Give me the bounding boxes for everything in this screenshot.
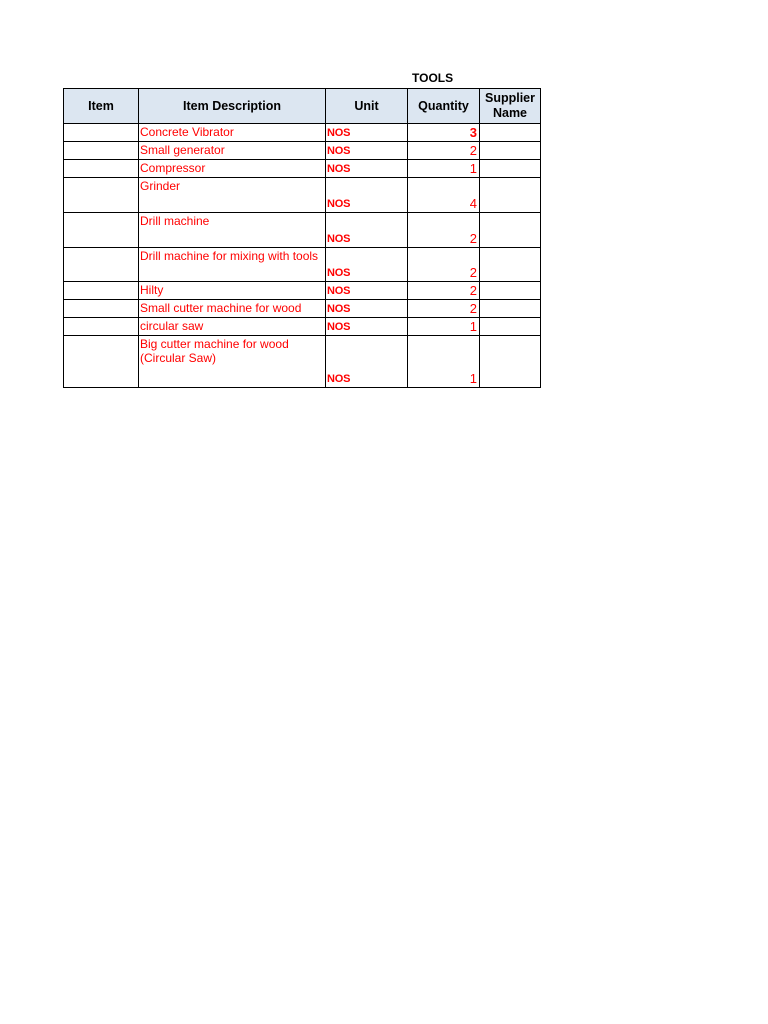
unit-cell: NOS	[326, 300, 408, 318]
quantity-cell: 2	[408, 142, 480, 160]
supplier-cell	[480, 213, 541, 248]
item-cell	[64, 178, 139, 213]
description-text: Drill machine for mixing with tools	[140, 249, 319, 263]
table-header-row	[64, 89, 541, 124]
unit-cell: NOS	[326, 318, 408, 336]
quantity-cell: 1	[408, 336, 480, 388]
table-row	[64, 336, 541, 388]
description-text: circular saw	[140, 319, 204, 333]
item-cell	[64, 142, 139, 160]
quantity-cell: 1	[408, 318, 480, 336]
description-text: Small generator	[140, 143, 225, 157]
description-cell	[139, 318, 326, 336]
quantity-cell: 2	[408, 248, 480, 282]
table-row	[64, 124, 541, 142]
description-cell	[139, 124, 326, 142]
description-text: Grinder	[140, 179, 181, 193]
description-cell	[139, 213, 326, 248]
item-cell	[64, 213, 139, 248]
table-row	[64, 282, 541, 300]
header-supplier-name	[480, 89, 541, 124]
table-row	[64, 248, 541, 282]
header-quantity: Quantity	[408, 89, 480, 124]
unit-cell: NOS	[326, 248, 408, 282]
unit-cell: NOS	[326, 178, 408, 213]
description-text: Hilty	[140, 283, 164, 297]
description-text: Small cutter machine for wood	[140, 301, 302, 315]
table-row	[64, 213, 541, 248]
unit-cell: NOS	[326, 124, 408, 142]
supplier-cell	[480, 178, 541, 213]
table-row	[64, 142, 541, 160]
page-title: TOOLS	[412, 71, 454, 85]
supplier-cell	[480, 300, 541, 318]
tools-table	[63, 88, 541, 388]
item-cell	[64, 282, 139, 300]
item-cell	[64, 160, 139, 178]
item-cell	[64, 248, 139, 282]
supplier-cell	[480, 336, 541, 388]
item-cell	[64, 318, 139, 336]
header-supplier-line2: Name	[492, 106, 528, 120]
unit-cell: NOS	[326, 336, 408, 388]
supplier-cell	[480, 318, 541, 336]
quantity-cell: 3	[408, 124, 480, 142]
supplier-cell	[480, 124, 541, 142]
quantity-cell: 2	[408, 300, 480, 318]
description-text: Compressor	[140, 161, 206, 175]
table-row	[64, 178, 541, 213]
supplier-cell	[480, 282, 541, 300]
header-item: Item	[64, 89, 139, 124]
description-cell	[139, 142, 326, 160]
table-row	[64, 318, 541, 336]
table-row	[64, 160, 541, 178]
item-cell	[64, 300, 139, 318]
unit-cell: NOS	[326, 160, 408, 178]
quantity-cell: 2	[408, 213, 480, 248]
description-text: Concrete Vibrator	[140, 125, 234, 139]
supplier-cell	[480, 160, 541, 178]
quantity-cell: 2	[408, 282, 480, 300]
description-cell	[139, 282, 326, 300]
description-cell	[139, 248, 326, 282]
description-cell	[139, 178, 326, 213]
description-text: Big cutter machine for wood (Circular Saw)	[140, 337, 289, 365]
description-cell	[139, 300, 326, 318]
unit-cell: NOS	[326, 142, 408, 160]
item-cell	[64, 336, 139, 388]
header-unit: Unit	[326, 89, 408, 124]
header-supplier-line1: Supplier	[484, 91, 535, 105]
description-text: Drill machine	[140, 214, 210, 228]
supplier-cell	[480, 142, 541, 160]
description-cell	[139, 336, 326, 388]
supplier-cell	[480, 248, 541, 282]
table-row	[64, 300, 541, 318]
quantity-cell: 1	[408, 160, 480, 178]
description-cell	[139, 160, 326, 178]
quantity-cell: 4	[408, 178, 480, 213]
item-cell	[64, 124, 139, 142]
unit-cell: NOS	[326, 213, 408, 248]
unit-cell: NOS	[326, 282, 408, 300]
header-item-description: Item Description	[139, 89, 326, 124]
